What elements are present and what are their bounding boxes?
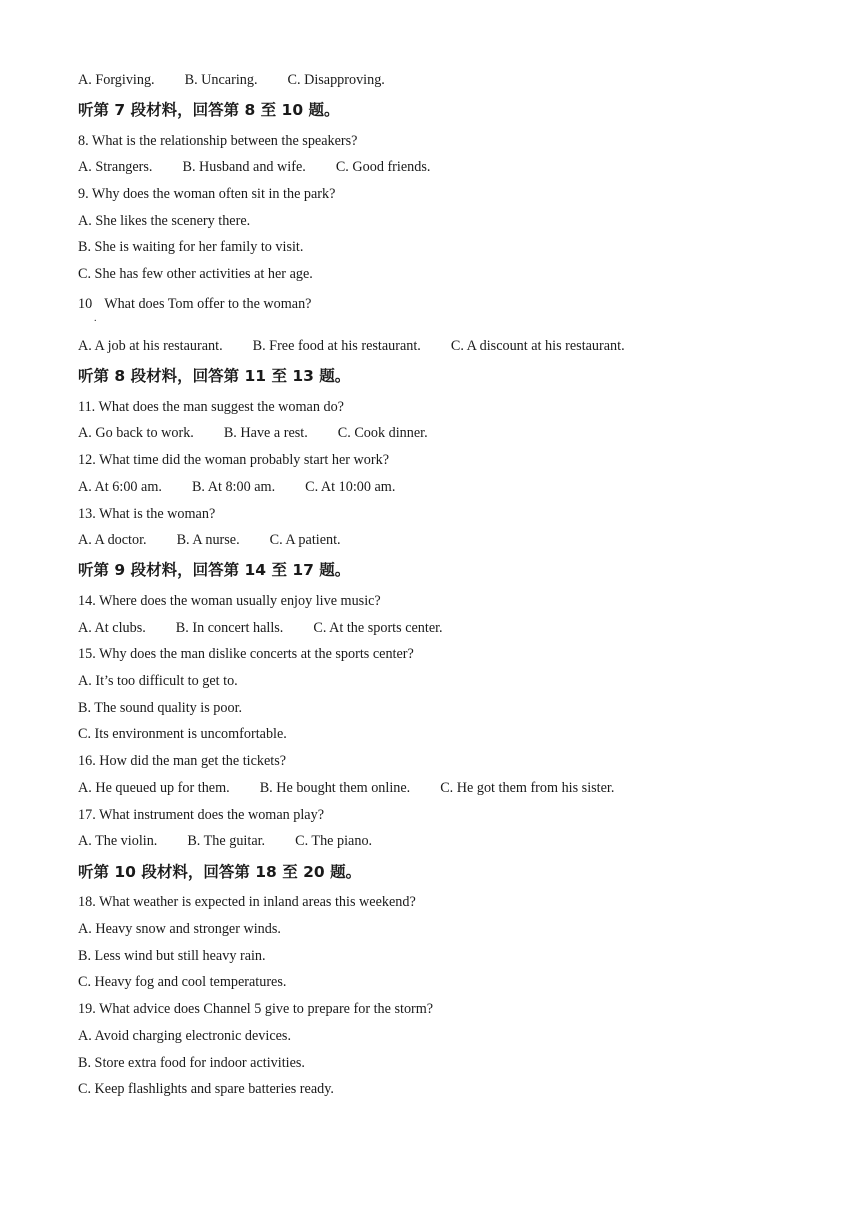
options-row [78,531,341,549]
option-a: A. Forgiving. [78,72,155,88]
section-heading: 听第 8 段材料，回答第 11 至 13 题。 [78,367,351,385]
option-a: A. A doctor. [78,532,147,548]
question-text: 8. What is the relationship between the speakers? [78,133,358,149]
question-text: 19. What advice does Channel 5 give to prepare for the storm? [78,1001,434,1017]
question-text: 18. What weather is expected in inland areas this weekend? [78,894,416,910]
option-c: C. A discount at his restaurant. [450,338,625,354]
options-row [78,71,385,89]
option-c: C. He got them from his sister. [440,780,615,796]
options-row [78,832,372,850]
option-a: A. Go back to work. [78,425,194,441]
option-b: B. Less wind but still heavy rain. [78,948,266,964]
option-a: A. A job at his restaurant. [78,338,223,354]
option-a: A. She likes the scenery there. [78,213,251,229]
option-b: B. Uncaring. [184,72,258,88]
question-text: 16. How did the man get the tickets? [78,753,287,769]
option-a: A. Heavy snow and stronger winds. [78,921,281,937]
option-c: C. Heavy fog and cool temperatures. [78,974,287,990]
question-text: 12. What time did the woman probably start her work? [78,452,389,468]
question-number: 10 [78,296,93,312]
options-row [78,158,430,176]
option-a: A. At clubs. [78,620,146,636]
option-c: C. Cook dinner. [337,425,428,441]
option-b: B. The sound quality is poor. [78,700,243,716]
option-a: A. Avoid charging electronic devices. [78,1028,292,1044]
options-row [78,424,428,442]
option-b: B. Free food at his restaurant. [252,338,421,354]
options-row [78,478,395,496]
question-body: What does Tom offer to the woman? [104,296,312,312]
question-text: 11. What does the man suggest the woman do? [78,399,344,415]
option-b: B. The guitar. [187,833,266,849]
question-text: 15. Why does the man dislike concerts at the sports center? [78,646,414,662]
question-text: 9. Why does the woman often sit in the park? [78,186,336,202]
option-b: B. She is waiting for her family to visit. [78,239,304,255]
section-heading: 听第 7 段材料，回答第 8 至 10 题。 [78,101,340,119]
question-text: 14. Where does the woman usually enjoy live music? [78,593,381,609]
option-c: C. At 10:00 am. [305,479,396,495]
option-c: C. Disapproving. [287,72,385,88]
option-c: C. At the sports center. [313,620,443,636]
option-c: C. She has few other activities at her age. [78,266,313,282]
options-row [78,337,625,355]
options-row [78,619,443,637]
option-a: A. The violin. [78,833,158,849]
section-heading: 听第 9 段材料，回答第 14 至 17 题。 [78,561,351,579]
section-heading: 听第 10 段材料，回答第 18 至 20 题。 [78,863,362,881]
option-b: B. Husband and wife. [182,159,306,175]
option-b: B. In concert halls. [175,620,284,636]
option-b: B. At 8:00 am. [191,479,276,495]
option-b: B. Store extra food for indoor activities. [78,1055,305,1071]
option-b: B. A nurse. [176,532,240,548]
stray-dot: . [94,313,97,324]
option-a: A. At 6:00 am. [78,479,162,495]
option-b: B. Have a rest. [223,425,308,441]
question-text [78,295,312,313]
question-text: 17. What instrument does the woman play? [78,807,324,823]
option-a: A. It’s too difficult to get to. [78,673,238,689]
option-c: C. Keep flashlights and spare batteries ready. [78,1081,334,1097]
options-row [78,779,614,797]
option-c: C. Its environment is uncomfortable. [78,726,287,742]
option-b: B. He bought them online. [259,780,411,796]
question-text: 13. What is the woman? [78,506,216,522]
option-a: A. Strangers. [78,159,153,175]
option-a: A. He queued up for them. [78,780,230,796]
option-c: C. A patient. [269,532,341,548]
option-c: C. Good friends. [335,159,431,175]
option-c: C. The piano. [295,833,373,849]
